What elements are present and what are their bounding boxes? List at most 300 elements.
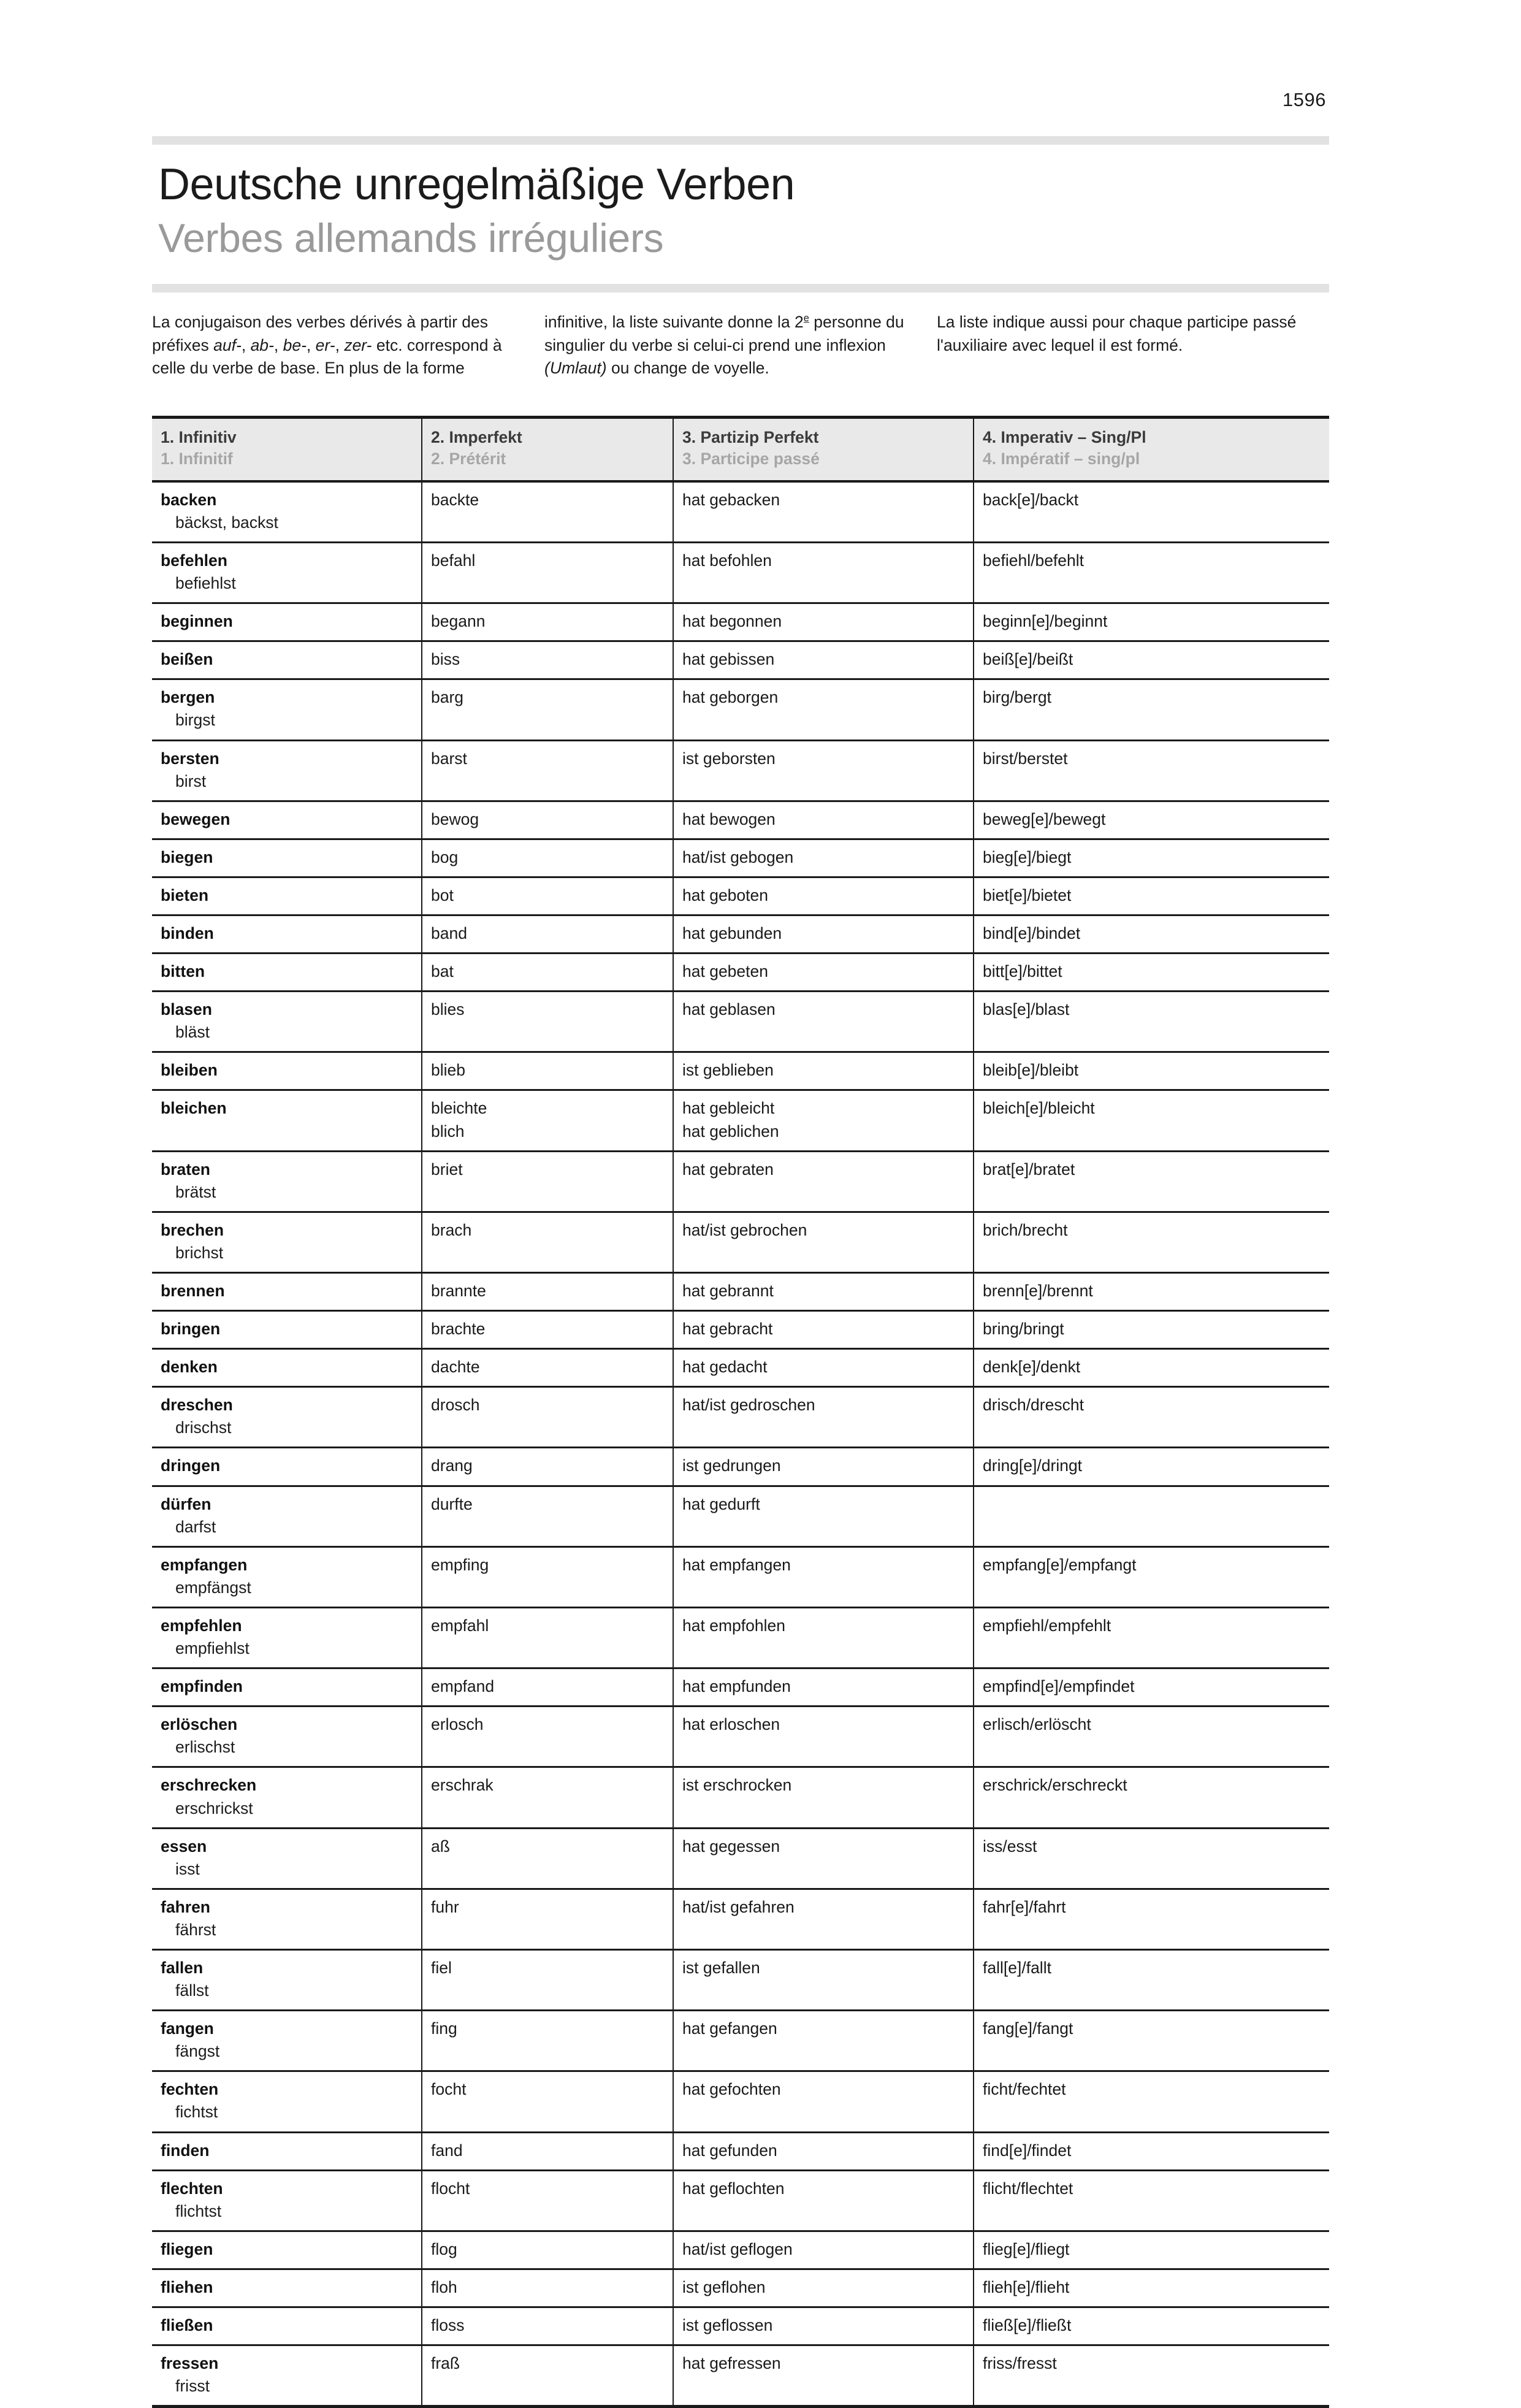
- verb-second-person-singular: bäckst, backst: [175, 513, 278, 532]
- cell-imperfekt: [422, 740, 673, 801]
- spacer: [431, 770, 664, 793]
- verb-partizip-perfekt: ist geblieben: [682, 1061, 774, 1080]
- verb-imperativ: erschrick/erschreckt: [983, 1776, 1127, 1795]
- column-header-partizip-de: 3. Partizip Perfekt: [682, 427, 819, 446]
- cell-imperativ: [974, 2170, 1329, 2231]
- table-header-row: [152, 417, 1329, 481]
- cell-partizip-perfekt: [673, 2307, 974, 2345]
- cell-partizip-perfekt: [673, 1448, 974, 1486]
- verb-imperfekt: fand: [431, 2141, 463, 2160]
- cell-imperativ: [974, 2307, 1329, 2345]
- cell-imperativ: [974, 1212, 1329, 1272]
- verb-imperfekt: bleichte: [431, 1099, 487, 1118]
- table-row: [152, 1151, 1329, 1212]
- cell-infinitiv: [152, 2345, 422, 2407]
- cell-imperativ: [974, 1486, 1329, 1546]
- verb-partizip-perfekt: hat gefangen: [682, 2019, 777, 2038]
- spacer: [431, 2200, 664, 2223]
- cell-infinitiv: [152, 603, 422, 641]
- verb-second-person-singular: frisst: [175, 2377, 210, 2396]
- spacer: [431, 572, 664, 595]
- verb-imperfekt: floss: [431, 2316, 465, 2335]
- table-row: [152, 679, 1329, 740]
- verb-infinitive: brennen: [161, 1282, 225, 1301]
- verb-imperativ: brat[e]/bratet: [983, 1160, 1075, 1179]
- cell-imperativ: [974, 740, 1329, 801]
- cell-imperfekt: [422, 2231, 673, 2269]
- intro-col2-text-a: infinitive, la liste suivante donne la 2: [544, 312, 804, 331]
- cell-partizip-perfekt: [673, 877, 974, 915]
- cell-imperativ: [974, 954, 1329, 992]
- cell-infinitiv: [152, 1273, 422, 1311]
- cell-partizip-perfekt: [673, 1052, 974, 1090]
- verb-second-person-singular: empfiehlst: [175, 1639, 250, 1658]
- verb-imperfekt: erschrak: [431, 1776, 494, 1795]
- verb-partizip-perfekt: hat erloschen: [682, 1715, 780, 1734]
- cell-imperativ: [974, 641, 1329, 679]
- verb-imperativ: find[e]/findet: [983, 2141, 1072, 2160]
- verb-partizip-perfekt: hat/ist gedroschen: [682, 1396, 815, 1415]
- cell-imperativ: [974, 915, 1329, 953]
- cell-imperativ: [974, 481, 1329, 543]
- spacer: [431, 1577, 664, 1599]
- verb-second-person-singular: empfängst: [175, 1578, 251, 1597]
- table-row: [152, 1767, 1329, 1828]
- cell-infinitiv: [152, 801, 422, 839]
- table-row: [152, 2269, 1329, 2307]
- table-row: [152, 1448, 1329, 1486]
- cell-imperativ: [974, 1668, 1329, 1707]
- verb-imperfekt: brachte: [431, 1320, 486, 1339]
- verb-infinitive: essen: [161, 1837, 207, 1856]
- verb-imperativ: dring[e]/dringt: [983, 1456, 1083, 1475]
- cell-partizip-perfekt: [673, 1707, 974, 1767]
- verb-imperfekt: durfte: [431, 1494, 473, 1513]
- verb-imperfekt: aß: [431, 1837, 450, 1856]
- verb-infinitive: fliehen: [161, 2277, 213, 2296]
- verb-imperfekt: fiel: [431, 1958, 452, 1977]
- intro-col2-umlaut: (Umlaut): [544, 359, 607, 378]
- cell-partizip-perfekt: [673, 603, 974, 641]
- table-row: [152, 2071, 1329, 2132]
- cell-partizip-perfekt: [673, 2231, 974, 2269]
- table-row: [152, 1052, 1329, 1090]
- intro-col1-sep-3: ,: [306, 335, 316, 354]
- cell-imperfekt: [422, 2071, 673, 2132]
- cell-imperfekt: [422, 481, 673, 543]
- cell-partizip-perfekt: [673, 1546, 974, 1607]
- verb-partizip-perfekt: hat bewogen: [682, 809, 776, 828]
- cell-imperativ: [974, 992, 1329, 1052]
- table-row: [152, 915, 1329, 953]
- spacer: [431, 1979, 664, 2002]
- spacer: [431, 1516, 664, 1538]
- intro-col1-prefix-ab: ab-: [250, 335, 274, 354]
- cell-imperfekt: [422, 2345, 673, 2407]
- cell-imperfekt: [422, 1448, 673, 1486]
- cell-imperativ: [974, 1949, 1329, 2010]
- verb-imperativ: drisch/drescht: [983, 1396, 1084, 1415]
- cell-partizip-perfekt: [673, 1949, 974, 2010]
- verb-infinitive: fallen: [161, 1958, 204, 1977]
- verb-imperfekt: bat: [431, 962, 454, 981]
- verb-imperfekt: brannte: [431, 1282, 486, 1301]
- cell-imperfekt: [422, 1387, 673, 1448]
- verb-infinitive: fliegen: [161, 2239, 213, 2258]
- table-row: [152, 2345, 1329, 2407]
- intro-col1-prefix-zer: zer-: [344, 335, 372, 354]
- spacer: [431, 1858, 664, 1881]
- spacer: [431, 1021, 664, 1044]
- verb-infinitive: empfehlen: [161, 1616, 242, 1635]
- cell-infinitiv: [152, 1767, 422, 1828]
- verb-infinitive: biegen: [161, 847, 213, 866]
- cell-imperfekt: [422, 1090, 673, 1151]
- top-divider-rule: [152, 136, 1329, 145]
- cell-infinitiv: [152, 1212, 422, 1272]
- verb-partizip-perfekt: hat empfunden: [682, 1677, 791, 1696]
- verb-imperfekt: drang: [431, 1456, 473, 1475]
- column-header-infinitiv-fr: 1. Infinitif: [161, 449, 233, 468]
- intro-col1-sep-4: ,: [335, 335, 345, 354]
- verb-infinitive: fressen: [161, 2354, 219, 2373]
- verb-infinitive: blasen: [161, 1000, 212, 1019]
- table-row: [152, 1273, 1329, 1311]
- table-row: [152, 2170, 1329, 2231]
- cell-partizip-perfekt: [673, 2011, 974, 2071]
- cell-imperfekt: [422, 2307, 673, 2345]
- table-row: [152, 1486, 1329, 1546]
- verb-infinitive: empfinden: [161, 1677, 243, 1696]
- verb-imperfekt: blies: [431, 1000, 465, 1019]
- intro-col1-text-b: etc. correspond à celle du verbe de base. En plus de la forme: [152, 335, 502, 378]
- verb-imperativ: fließ[e]/fließt: [983, 2316, 1072, 2335]
- verb-partizip-perfekt: hat empfangen: [682, 1555, 791, 1574]
- verb-imperativ: fang[e]/fangt: [983, 2019, 1073, 2038]
- table-row: [152, 1349, 1329, 1387]
- verb-imperativ: fahr[e]/fahrt: [983, 1897, 1066, 1916]
- intro-col1-prefix-er: er-: [315, 335, 335, 354]
- intro-col1-sep-1: ,: [241, 335, 251, 354]
- verb-imperativ: friss/fresst: [983, 2354, 1057, 2373]
- intro-col1-prefix-auf: auf-: [213, 335, 242, 354]
- verb-imperativ: bleib[e]/bleibt: [983, 1061, 1079, 1080]
- cell-imperativ: [974, 1828, 1329, 1889]
- verb-second-person-singular: erschrickst: [175, 1798, 253, 1817]
- verb-second-person-singular: erlischst: [175, 1738, 235, 1757]
- verb-imperativ: bleich[e]/bleicht: [983, 1099, 1095, 1118]
- verb-imperfekt: briet: [431, 1160, 463, 1179]
- verb-second-person-singular: isst: [175, 1859, 200, 1878]
- bottom-divider-rule: [152, 284, 1329, 292]
- cell-infinitiv: [152, 641, 422, 679]
- verb-partizip-perfekt: hat geflochten: [682, 2179, 785, 2198]
- cell-imperativ: [974, 877, 1329, 915]
- cell-infinitiv: [152, 2071, 422, 2132]
- cell-imperfekt: [422, 1707, 673, 1767]
- cell-imperativ: [974, 1387, 1329, 1448]
- verb-partizip-perfekt: hat gebunden: [682, 923, 782, 942]
- verb-infinitive: braten: [161, 1160, 210, 1179]
- cell-imperfekt: [422, 1889, 673, 1949]
- cell-partizip-perfekt: [673, 2345, 974, 2407]
- verb-infinitive: bergen: [161, 688, 215, 707]
- spacer: [431, 1919, 664, 1941]
- verb-infinitive: bringen: [161, 1320, 221, 1339]
- verb-imperfekt: brach: [431, 1220, 472, 1239]
- table-row: [152, 2132, 1329, 2170]
- verb-second-person-singular: bläst: [175, 1023, 210, 1042]
- cell-infinitiv: [152, 1949, 422, 2010]
- verb-partizip-perfekt: hat befohlen: [682, 551, 772, 570]
- cell-imperfekt: [422, 2170, 673, 2231]
- verb-imperfekt: fing: [431, 2019, 457, 2038]
- verb-imperativ: beweg[e]/bewegt: [983, 809, 1106, 828]
- cell-infinitiv: [152, 2011, 422, 2071]
- cell-imperfekt: [422, 839, 673, 877]
- verb-infinitive: dringen: [161, 1456, 221, 1475]
- cell-partizip-perfekt: [673, 740, 974, 801]
- verb-partizip-perfekt: hat gebracht: [682, 1320, 773, 1339]
- verb-second-person-singular: brätst: [175, 1182, 216, 1201]
- cell-infinitiv: [152, 542, 422, 603]
- cell-imperfekt: [422, 1151, 673, 1212]
- cell-imperativ: [974, 1889, 1329, 1949]
- verb-infinitive: denken: [161, 1358, 218, 1377]
- cell-partizip-perfekt: [673, 542, 974, 603]
- verb-imperfekt: empfing: [431, 1555, 489, 1574]
- verb-imperfekt: drosch: [431, 1396, 480, 1415]
- verb-partizip-perfekt: hat gebraten: [682, 1160, 774, 1179]
- verb-partizip-perfekt: hat gefochten: [682, 2080, 781, 2099]
- cell-infinitiv: [152, 1486, 422, 1546]
- verb-second-person-singular: fährst: [175, 1920, 216, 1939]
- verb-imperfekt: flog: [431, 2239, 457, 2258]
- verb-infinitive: fließen: [161, 2316, 213, 2335]
- verb-imperfekt: bog: [431, 847, 459, 866]
- verb-infinitive: fahren: [161, 1897, 210, 1916]
- verb-partizip-perfekt: hat/ist gebrochen: [682, 1220, 807, 1239]
- cell-infinitiv: [152, 679, 422, 740]
- cell-infinitiv: [152, 1349, 422, 1387]
- verb-second-person-singular: drischst: [175, 1418, 232, 1437]
- cell-imperativ: [974, 2345, 1329, 2407]
- cell-imperativ: [974, 2132, 1329, 2170]
- column-header-imperfekt-de: 2. Imperfekt: [431, 427, 522, 446]
- verb-infinitive: befehlen: [161, 551, 227, 570]
- intro-col2-text-c: ou change de voyelle.: [606, 359, 769, 378]
- verb-infinitive: bleichen: [161, 1099, 227, 1118]
- column-header-partizip-fr: 3. Participe passé: [682, 449, 820, 468]
- cell-partizip-perfekt: [673, 2071, 974, 2132]
- verb-imperfekt: blieb: [431, 1061, 465, 1080]
- cell-imperfekt: [422, 1767, 673, 1828]
- cell-infinitiv: [152, 839, 422, 877]
- verb-imperativ: beiß[e]/beißt: [983, 650, 1073, 669]
- spacer: [431, 1637, 664, 1660]
- spacer: [431, 1416, 664, 1439]
- spacer: [431, 2101, 664, 2123]
- cell-partizip-perfekt: [673, 1090, 974, 1151]
- table-row: [152, 641, 1329, 679]
- table-row: [152, 1090, 1329, 1151]
- intro-column-1: [152, 311, 544, 380]
- verb-infinitive: bersten: [161, 749, 219, 768]
- column-header-imperativ: [974, 417, 1329, 481]
- cell-infinitiv: [152, 1151, 422, 1212]
- cell-imperfekt: [422, 1349, 673, 1387]
- verb-partizip-perfekt: ist geflohen: [682, 2277, 766, 2296]
- cell-infinitiv: [152, 1311, 422, 1349]
- cell-partizip-perfekt: [673, 1273, 974, 1311]
- table-header: [152, 417, 1329, 481]
- cell-infinitiv: [152, 915, 422, 953]
- cell-imperfekt: [422, 1949, 673, 2010]
- verb-imperativ: back[e]/backt: [983, 490, 1079, 509]
- intro-col1-text-a: La conjugaison des verbes dérivés à partir des préfixes: [152, 312, 488, 354]
- cell-imperfekt: [422, 1052, 673, 1090]
- verb-partizip-perfekt: ist geborsten: [682, 749, 776, 768]
- cell-imperfekt: [422, 1212, 673, 1272]
- table-row: [152, 1949, 1329, 2010]
- verb-infinitive: dreschen: [161, 1396, 233, 1415]
- cell-imperativ: [974, 542, 1329, 603]
- verb-imperativ: ficht/fechtet: [983, 2080, 1066, 2099]
- verb-partizip-perfekt: hat gegessen: [682, 1837, 780, 1856]
- verb-imperativ: empfang[e]/empfangt: [983, 1555, 1137, 1574]
- cell-imperativ: [974, 1311, 1329, 1349]
- cell-partizip-perfekt: [673, 915, 974, 953]
- cell-partizip-perfekt: [673, 481, 974, 543]
- verb-imperativ: empfind[e]/empfindet: [983, 1677, 1135, 1696]
- verb-infinitive: bewegen: [161, 809, 231, 828]
- cell-infinitiv: [152, 2170, 422, 2231]
- cell-infinitiv: [152, 2307, 422, 2345]
- verb-imperativ: biet[e]/bietet: [983, 885, 1072, 904]
- cell-partizip-perfekt: [673, 1486, 974, 1546]
- page-title-french: Verbes allemands irréguliers: [158, 215, 664, 261]
- cell-infinitiv: [152, 2132, 422, 2170]
- cell-imperativ: [974, 801, 1329, 839]
- verb-imperfekt: band: [431, 923, 467, 942]
- cell-imperativ: [974, 1090, 1329, 1151]
- cell-imperfekt: [422, 954, 673, 992]
- verb-imperativ: bring/bringt: [983, 1320, 1064, 1339]
- verb-infinitive: erschrecken: [161, 1776, 257, 1795]
- verb-imperativ: birst/berstet: [983, 749, 1068, 768]
- cell-infinitiv: [152, 1090, 422, 1151]
- cell-partizip-perfekt: [673, 1151, 974, 1212]
- cell-imperfekt: [422, 915, 673, 953]
- verb-partizip-perfekt: hat gedacht: [682, 1358, 768, 1377]
- cell-partizip-perfekt: [673, 1767, 974, 1828]
- table-row: [152, 1212, 1329, 1272]
- cell-partizip-perfekt: [673, 992, 974, 1052]
- verb-partizip-perfekt: hat geboten: [682, 885, 768, 904]
- table-row: [152, 542, 1329, 603]
- verb-imperativ: bieg[e]/biegt: [983, 847, 1072, 866]
- cell-imperfekt: [422, 877, 673, 915]
- verb-imperfekt: biss: [431, 650, 460, 669]
- verb-imperativ: brich/brecht: [983, 1220, 1068, 1239]
- verb-partizip-perfekt: hat/ist gebogen: [682, 847, 794, 866]
- cell-imperativ: [974, 603, 1329, 641]
- verb-infinitive: fechten: [161, 2080, 219, 2099]
- page-content: [152, 136, 1329, 2408]
- verb-second-person-singular: fichtst: [175, 2103, 218, 2122]
- verb-partizip-perfekt: hat gedurft: [682, 1494, 760, 1513]
- cell-partizip-perfekt: [673, 801, 974, 839]
- cell-infinitiv: [152, 1889, 422, 1949]
- cell-infinitiv: [152, 1668, 422, 1707]
- cell-imperfekt: [422, 2269, 673, 2307]
- table-row: [152, 1668, 1329, 1707]
- table-row: [152, 1889, 1329, 1949]
- verb-imperfekt: fraß: [431, 2354, 460, 2373]
- verb-infinitive: bieten: [161, 885, 209, 904]
- cell-infinitiv: [152, 992, 422, 1052]
- verb-imperfekt: backte: [431, 490, 479, 509]
- verb-imperfekt: focht: [431, 2080, 467, 2099]
- table-row: [152, 839, 1329, 877]
- table-row: [152, 2307, 1329, 2345]
- verb-partizip-perfekt: hat gefressen: [682, 2354, 781, 2373]
- cell-imperfekt: [422, 1311, 673, 1349]
- verb-imperfekt: empfand: [431, 1677, 495, 1696]
- table-body: [152, 481, 1329, 2407]
- cell-imperativ: [974, 1546, 1329, 1607]
- cell-imperfekt: [422, 641, 673, 679]
- verb-imperativ: flicht/flechtet: [983, 2179, 1073, 2198]
- verb-partizip-perfekt: ist geflossen: [682, 2316, 773, 2335]
- table-row: [152, 877, 1329, 915]
- verb-second-person-singular: birgst: [175, 711, 215, 730]
- verb-infinitive: beginnen: [161, 612, 233, 631]
- verb-second-person-singular: birst: [175, 771, 207, 790]
- table-row: [152, 1607, 1329, 1668]
- table-row: [152, 481, 1329, 543]
- cell-infinitiv: [152, 1546, 422, 1607]
- table-row: [152, 740, 1329, 801]
- verb-infinitive: bleiben: [161, 1061, 218, 1080]
- table-row: [152, 1707, 1329, 1767]
- table-row: [152, 603, 1329, 641]
- column-header-partizip: [673, 417, 974, 481]
- verb-infinitive: fangen: [161, 2019, 214, 2038]
- verb-infinitive: dürfen: [161, 1494, 212, 1513]
- cell-partizip-perfekt: [673, 839, 974, 877]
- cell-imperfekt: [422, 1668, 673, 1707]
- page-title-german: Deutsche unregelmäßige Verben: [158, 160, 795, 209]
- verb-partizip-perfekt: hat geborgen: [682, 688, 779, 707]
- column-header-imperfekt-fr: 2. Prétérit: [431, 449, 506, 468]
- verb-imperfekt: flocht: [431, 2179, 470, 2198]
- verb-second-person-singular: flichtst: [175, 2201, 222, 2220]
- intro-column-3: [937, 311, 1329, 380]
- cell-imperativ: [974, 679, 1329, 740]
- verb-imperativ: brenn[e]/brennt: [983, 1282, 1093, 1301]
- cell-partizip-perfekt: [673, 954, 974, 992]
- cell-imperfekt: [422, 542, 673, 603]
- cell-imperativ: [974, 2231, 1329, 2269]
- verb-imperfekt: fuhr: [431, 1897, 459, 1916]
- intro-paragraphs: [152, 311, 1329, 380]
- cell-imperativ: [974, 1767, 1329, 1828]
- verb-partizip-perfekt: ist erschrocken: [682, 1776, 792, 1795]
- cell-imperativ: [974, 2071, 1329, 2132]
- spacer: [431, 2040, 664, 2063]
- cell-infinitiv: [152, 1707, 422, 1767]
